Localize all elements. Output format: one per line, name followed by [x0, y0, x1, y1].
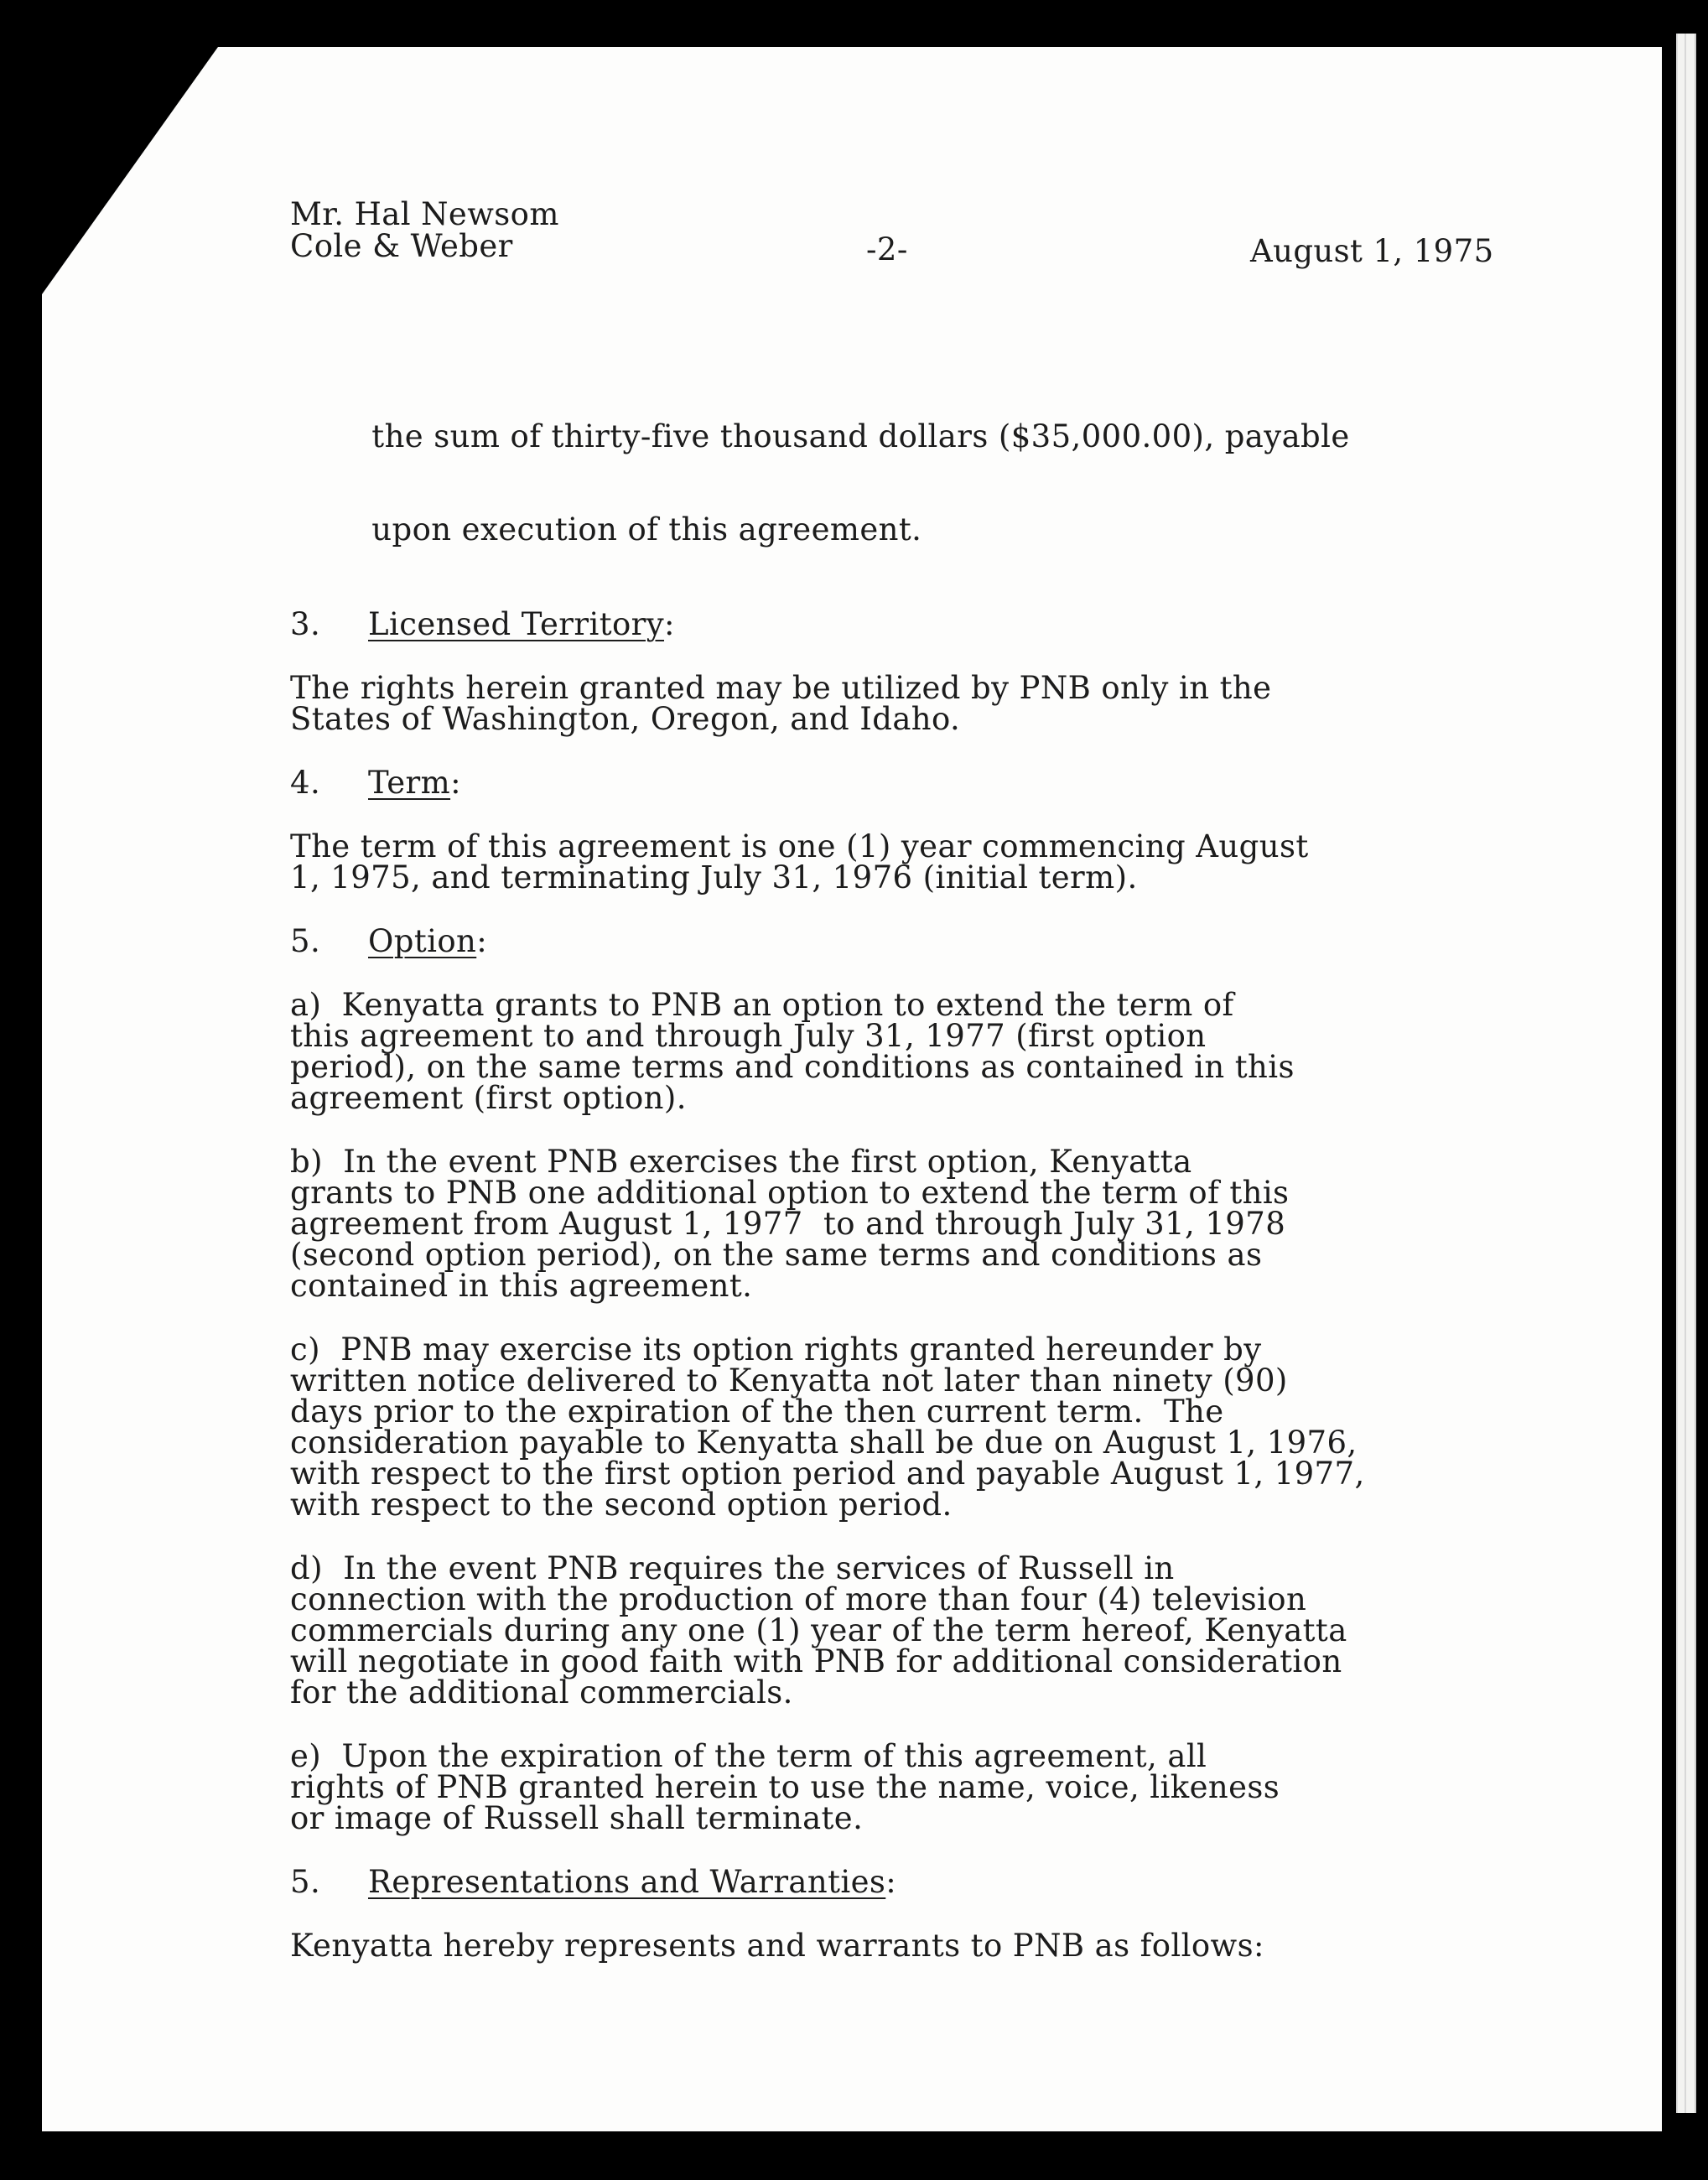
- paragraph-line: Kenyatta hereby represents and warrants to PNB as follows:: [290, 1928, 1264, 1964]
- paragraph-line: contained in this agreement.: [290, 1268, 753, 1304]
- section-heading: [290, 1864, 1598, 1900]
- section-heading: [290, 923, 1598, 959]
- paragraph-line: consideration payable to Kenyatta shall be due on August 1, 1976,: [290, 1425, 1358, 1461]
- letter-date: August 1, 1975: [1250, 233, 1494, 269]
- paragraph-line: days prior to the expiration of the then current term. The: [290, 1394, 1224, 1430]
- intro-line: upon execution of this agreement.: [371, 511, 922, 548]
- section-title: Licensed Territory: [368, 606, 665, 642]
- paragraph-line: agreement (first option).: [290, 1080, 687, 1116]
- paragraph-line: States of Washington, Oregon, and Idaho.: [290, 701, 961, 737]
- paragraph-line: written notice delivered to Kenyatta not later than ninety (90): [290, 1362, 1288, 1399]
- paragraph-line: commercials during any one (1) year of the term hereof, Kenyatta: [290, 1612, 1347, 1648]
- recipient-name: Mr. Hal Newsom: [290, 196, 559, 232]
- section-title-colon: :: [476, 923, 488, 959]
- paragraph-line: this agreement to and through July 31, 1977 (first option: [290, 1018, 1207, 1054]
- paragraph-line: c) PNB may exercise its option rights granted hereunder by: [290, 1331, 1262, 1368]
- intro-paragraph: [290, 390, 1598, 576]
- paragraph-line: agreement from August 1, 1977 to and through July 31, 1978: [290, 1206, 1286, 1242]
- section-title-colon: :: [664, 606, 675, 642]
- section-paragraph: [290, 987, 1598, 1116]
- recipient-company: Cole & Weber: [290, 228, 513, 264]
- paragraph-line: or image of Russell shall terminate.: [290, 1800, 864, 1836]
- paragraph-line: (second option period), on the same terms and conditions as: [290, 1237, 1263, 1273]
- section-paragraph: [290, 670, 1598, 737]
- intro-line: the sum of thirty-five thousand dollars ($35,000.00), payable: [371, 418, 1350, 454]
- section-paragraph: [290, 828, 1598, 895]
- paragraph-line: with respect to the second option period.: [290, 1487, 953, 1523]
- section-title: Option: [368, 923, 477, 959]
- section-paragraph: [290, 1550, 1598, 1710]
- paragraph-line: e) Upon the expiration of the term of this agreement, all: [290, 1738, 1207, 1774]
- section-title: Term: [368, 765, 451, 801]
- paragraph-line: a) Kenyatta grants to PNB an option to extend the term of: [290, 987, 1234, 1023]
- paragraph-line: The term of this agreement is one (1) year commencing August: [290, 828, 1309, 864]
- paragraph-line: 1, 1975, and terminating July 31, 1976 (initial term).: [290, 859, 1138, 895]
- section-title-colon: :: [885, 1864, 897, 1900]
- section-heading: [290, 606, 1598, 642]
- section-number: 5.: [290, 923, 321, 959]
- section-paragraph: [290, 1331, 1598, 1523]
- section-heading: [290, 765, 1598, 801]
- paragraph-line: connection with the production of more than four (4) television: [290, 1581, 1307, 1617]
- page-number: -2-: [866, 231, 908, 267]
- paragraph-line: period), on the same terms and conditions as contained in this: [290, 1049, 1295, 1085]
- paragraph-line: grants to PNB one additional option to extend the term of this: [290, 1175, 1290, 1211]
- paragraph-line: will negotiate in good faith with PNB for additional consideration: [290, 1643, 1342, 1679]
- section-number: 5.: [290, 1864, 321, 1900]
- section-number: 4.: [290, 765, 321, 801]
- paragraph-line: with respect to the first option period and payable August 1, 1977,: [290, 1456, 1365, 1492]
- section-paragraph: [290, 1738, 1598, 1836]
- paragraph-line: for the additional commercials.: [290, 1674, 793, 1710]
- section-number: 3.: [290, 606, 321, 642]
- section-title-colon: :: [450, 765, 461, 801]
- section-title: Representations and Warranties: [368, 1864, 886, 1900]
- paragraph-line: b) In the event PNB exercises the first option, Kenyatta: [290, 1144, 1192, 1180]
- paragraph-line: d) In the event PNB requires the services of Russell in: [290, 1550, 1175, 1586]
- letter-body: [290, 390, 1598, 1994]
- section-paragraph: [290, 1928, 1598, 1964]
- paragraph-line: rights of PNB granted herein to use the name, voice, likeness: [290, 1769, 1280, 1805]
- paragraph-line: The rights herein granted may be utilized by PNB only in the: [290, 670, 1272, 706]
- section-paragraph: [290, 1144, 1598, 1304]
